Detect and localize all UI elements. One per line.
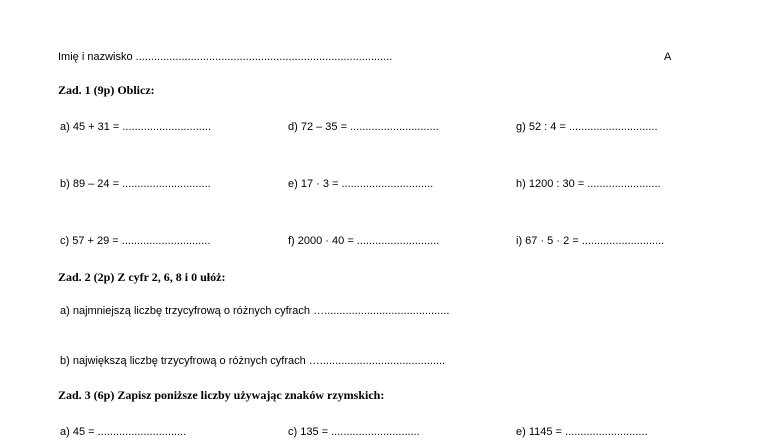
task-1-item-h: h) 1200 : 30 = ........................	[516, 178, 661, 190]
task-3-item-a: a) 45 = .............................	[60, 426, 187, 438]
task-3-item-e: e) 1145 = ...........................	[516, 426, 648, 438]
task-1-item-e: e) 17 · 3 = ..............................	[288, 178, 434, 190]
task-1-item-i: i) 67 · 5 · 2 = ...........................	[516, 235, 665, 247]
task-1-item-a: a) 45 + 31 = .............................	[60, 121, 212, 133]
task-1-item-f: f) 2000 · 40 = ...........................	[288, 235, 440, 247]
test-variant: A	[664, 51, 672, 63]
task-2-title: Zad. 2 (2p) Z cyfr 2, 6, 8 i 0 ułóż:	[58, 270, 226, 284]
task-3-item-c: c) 135 = .............................	[288, 426, 420, 438]
task-1-item-c: c) 57 + 29 = .............................	[60, 235, 211, 247]
task-1-item-g: g) 52 : 4 = .............................	[516, 121, 658, 133]
task-1-title: Zad. 1 (9p) Oblicz:	[58, 83, 155, 97]
task-2-item-a: a) najmniejszą liczbę trzycyfrową o różnych cyfrach ….........................................	[60, 305, 450, 317]
task-2-item-b: b) największą liczbę trzycyfrową o różnych cyfrach ….........................................	[60, 355, 446, 367]
task-1-item-d: d) 72 – 35 = .............................	[288, 121, 439, 133]
task-1-item-b: b) 89 – 24 = .............................	[60, 178, 211, 190]
name-field-label: Imię i nazwisko ....................................................................................	[58, 51, 393, 63]
task-3-title: Zad. 3 (6p) Zapisz poniższe liczby używając znaków rzymskich:	[58, 388, 385, 402]
